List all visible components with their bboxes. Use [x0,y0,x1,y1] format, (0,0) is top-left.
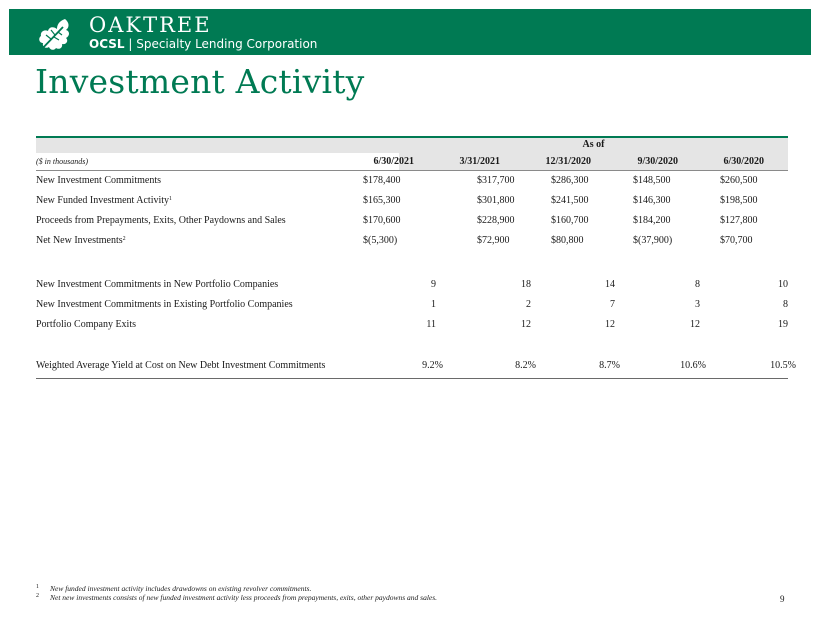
row-label: Net New Investments$^2$ [36,235,126,246]
table-row [36,231,788,251]
table-cell: $148,500 [633,175,671,186]
table-cell: $260,500 [720,175,758,186]
table-cell: $301,800 [477,195,515,206]
row-label: New Investment Commitments [36,175,161,186]
table-cell: 2 [526,299,531,310]
column-header: 6/30/2020 [723,156,764,167]
table-cell: $(37,900) [633,235,673,246]
table-row [36,275,788,295]
footnote-mark: 1 [36,584,39,590]
row-label: New Funded Investment Activity$^1$ [36,195,173,206]
brand-subtitle [89,37,317,51]
table-cell: $80,800 [551,235,584,246]
table-cell: 9 [431,279,436,290]
brand-banner [9,9,811,55]
table-cell: $170,600 [363,215,401,226]
table-cell: 8 [783,299,788,310]
footnotes [36,584,437,602]
as-of-label: As of [582,139,605,150]
investment-activity-table [36,136,796,379]
table-cell: 10 [778,279,788,290]
table-cell: $127,800 [720,215,758,226]
brand-ticker: OCSL [89,37,125,51]
table-cell: 19 [778,319,788,330]
table-cell: 11 [426,319,436,330]
footnote-text: Net new investments consists of new funded investment activity less proceeds from prepayments, exits, other paydowns and sales. [50,593,438,602]
table-cell: 10.5% [770,360,796,371]
as-of-header [36,138,788,153]
table-cell: $178,400 [363,175,401,186]
footnote [36,584,437,593]
row-label: Weighted Average Yield at Cost on New Debt Investment Commitments [36,360,326,371]
column-header-row [36,153,788,171]
table-cell: $198,500 [720,195,758,206]
table-cell: $146,300 [633,195,671,206]
table-cell: $165,300 [363,195,401,206]
table-cell: $160,700 [551,215,589,226]
footnote-ref: 1 [169,196,173,202]
units-label: ($ in thousands) [36,157,88,166]
column-header: 6/30/2021 [373,156,414,167]
column-header: 9/30/2020 [637,156,678,167]
table-cell: 9.2% [422,360,443,371]
row-label: Proceeds from Prepayments, Exits, Other Paydowns and Sales [36,215,286,226]
table-cell: $72,900 [477,235,510,246]
table-cell: $70,700 [720,235,753,246]
table-row [36,211,788,231]
brand-name: OAKTREE [89,13,212,37]
footnote-mark: 2 [36,593,39,599]
row-spacer [36,335,788,356]
column-header: 3/31/2021 [459,156,500,167]
page-title: Investment Activity [35,62,365,101]
table-cell: 10.6% [680,360,706,371]
table-cell: 12 [521,319,531,330]
table-cell: 12 [605,319,615,330]
table-row [36,171,788,191]
table-cell: 8.2% [515,360,536,371]
table-cell: $(5,300) [363,235,398,246]
table-cell: $317,700 [477,175,515,186]
row-label: New Investment Commitments in New Portfolio Companies [36,279,279,290]
table-cell: $286,300 [551,175,589,186]
table-cell: 7 [610,299,615,310]
footnote-ref: 2 [122,236,126,242]
table-cell: 14 [605,279,615,290]
page-number: 9 [780,594,785,604]
table-row [36,295,788,315]
table-cell: 18 [521,279,531,290]
table-cell: $228,900 [477,215,515,226]
table-cell: 1 [431,299,436,310]
table-bottom-rule [36,378,788,379]
oak-leaf-icon [35,15,75,55]
table-cell: $241,500 [551,195,589,206]
row-label: New Investment Commitments in Existing Portfolio Companies [36,299,293,310]
footnote [36,593,437,602]
brand-company: | Specialty Lending Corporation [128,37,318,51]
footnote-text: New funded investment activity includes drawdowns on existing revolver commitments. [50,584,312,593]
row-spacer [36,251,788,275]
table-row [36,356,796,376]
table-cell: 3 [695,299,700,310]
table-row [36,191,788,211]
table-cell: 8 [695,279,700,290]
table-cell: 8.7% [599,360,620,371]
column-header: 12/31/2020 [545,156,591,167]
table-row [36,315,788,335]
table-cell: $184,200 [633,215,671,226]
table-cell: 12 [690,319,700,330]
row-label: Portfolio Company Exits [36,319,136,330]
